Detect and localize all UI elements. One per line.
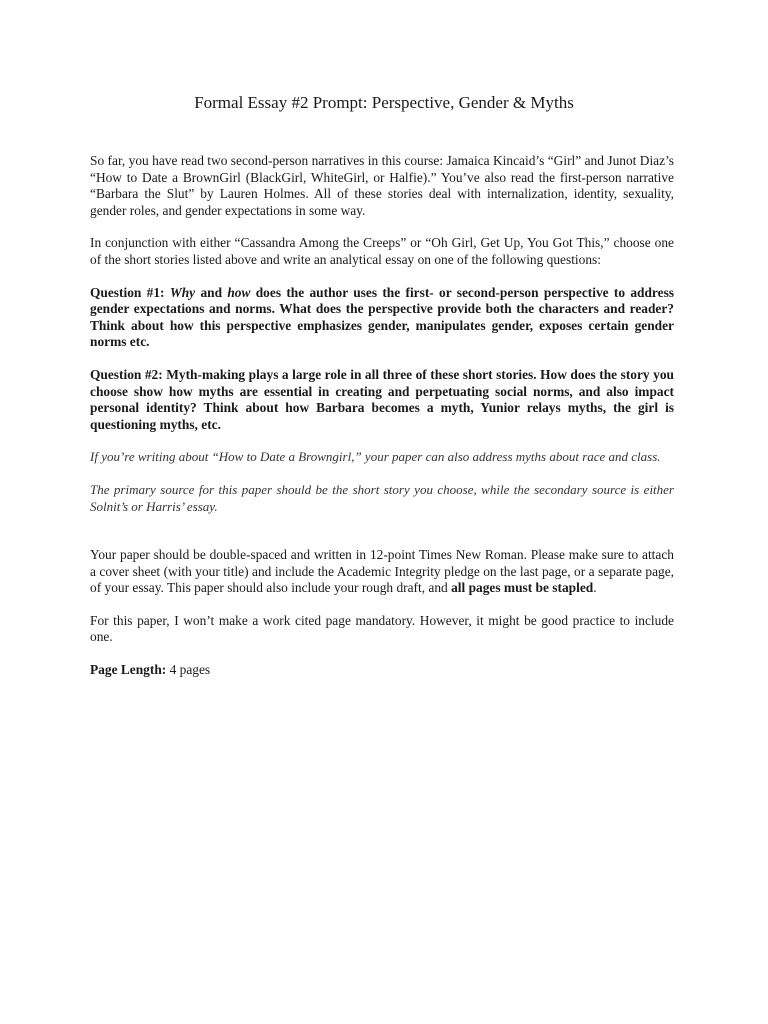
question-2-paragraph (90, 367, 674, 433)
formatting-text: Your paper should be double-spaced and written in 12-point Times New Roman. Please make sure to attach a cover sheet (with your title) and include the Academic Integrity pledge on the last page, or a separate page, of your essay. This paper should also include your rough draft, and (90, 547, 674, 596)
formatting-end: . (593, 580, 597, 596)
question-2-label: Question #2: (90, 366, 163, 382)
page-length-value: 4 pages (169, 662, 211, 678)
intro-paragraph: So far, you have read two second-person narratives in this course: Jamaica Kincaid’s “Girl” and Junot Diaz’s “How to Date a BrownGirl (BlackGirl, WhiteGirl, or Halfie).” You’ve also read the first-person narrative “Barbara the Slut” by Lauren Holmes. All of these stories deal with internalization, identity, sexuality, gender roles, and gender expectations in some way. (90, 153, 674, 218)
question-1-text: does the author uses the first- or second-person perspective to address gender expectations and norms. What does the perspective provide both the characters and reader? Think about how this perspective emphasizes gender, manipulates gender, exposes certain gender norms etc. (90, 284, 674, 350)
page-length-label: Page Length: (90, 662, 167, 678)
document-title: Formal Essay #2 Prompt: Perspective, Gender & Myths (194, 93, 574, 112)
formatting-paragraph (90, 547, 674, 597)
formatting-bold: all pages must be stapled (451, 580, 594, 596)
works-cited-paragraph: For this paper, I won’t make a work cited page mandatory. However, it might be good practice to include one. (90, 612, 674, 645)
question-1-paragraph (90, 285, 674, 351)
question-1-how: how (227, 284, 251, 300)
document-body (90, 153, 674, 679)
conjunction-paragraph: In conjunction with either “Cassandra Among the Creeps” or “Oh Girl, Get Up, You Got This,” choose one of the short stories listed above and write an analytical essay on one of the following questions: (90, 235, 674, 267)
question-1-and: and (200, 284, 223, 300)
question-1-why: Why (169, 284, 196, 300)
race-class-note: If you’re writing about “How to Date a Browngirl,” your paper can also address myths about race and class. (90, 449, 661, 465)
sources-note: The primary source for this paper should be the short story you choose, while the secondary source is either Solnit’s or Harris’ essay. (90, 481, 674, 514)
question-1-label: Question #1: (90, 284, 165, 300)
question-2-text: Myth-making plays a large role in all three of these short stories. How does the story you choose show how myths are essential in creating and perpetuating social norms, and also impact personal identity? Think about how Barbara becomes a myth, Yunior relays myths, the girl is questioning myths, etc. (90, 366, 674, 432)
page-length-paragraph (90, 662, 674, 679)
